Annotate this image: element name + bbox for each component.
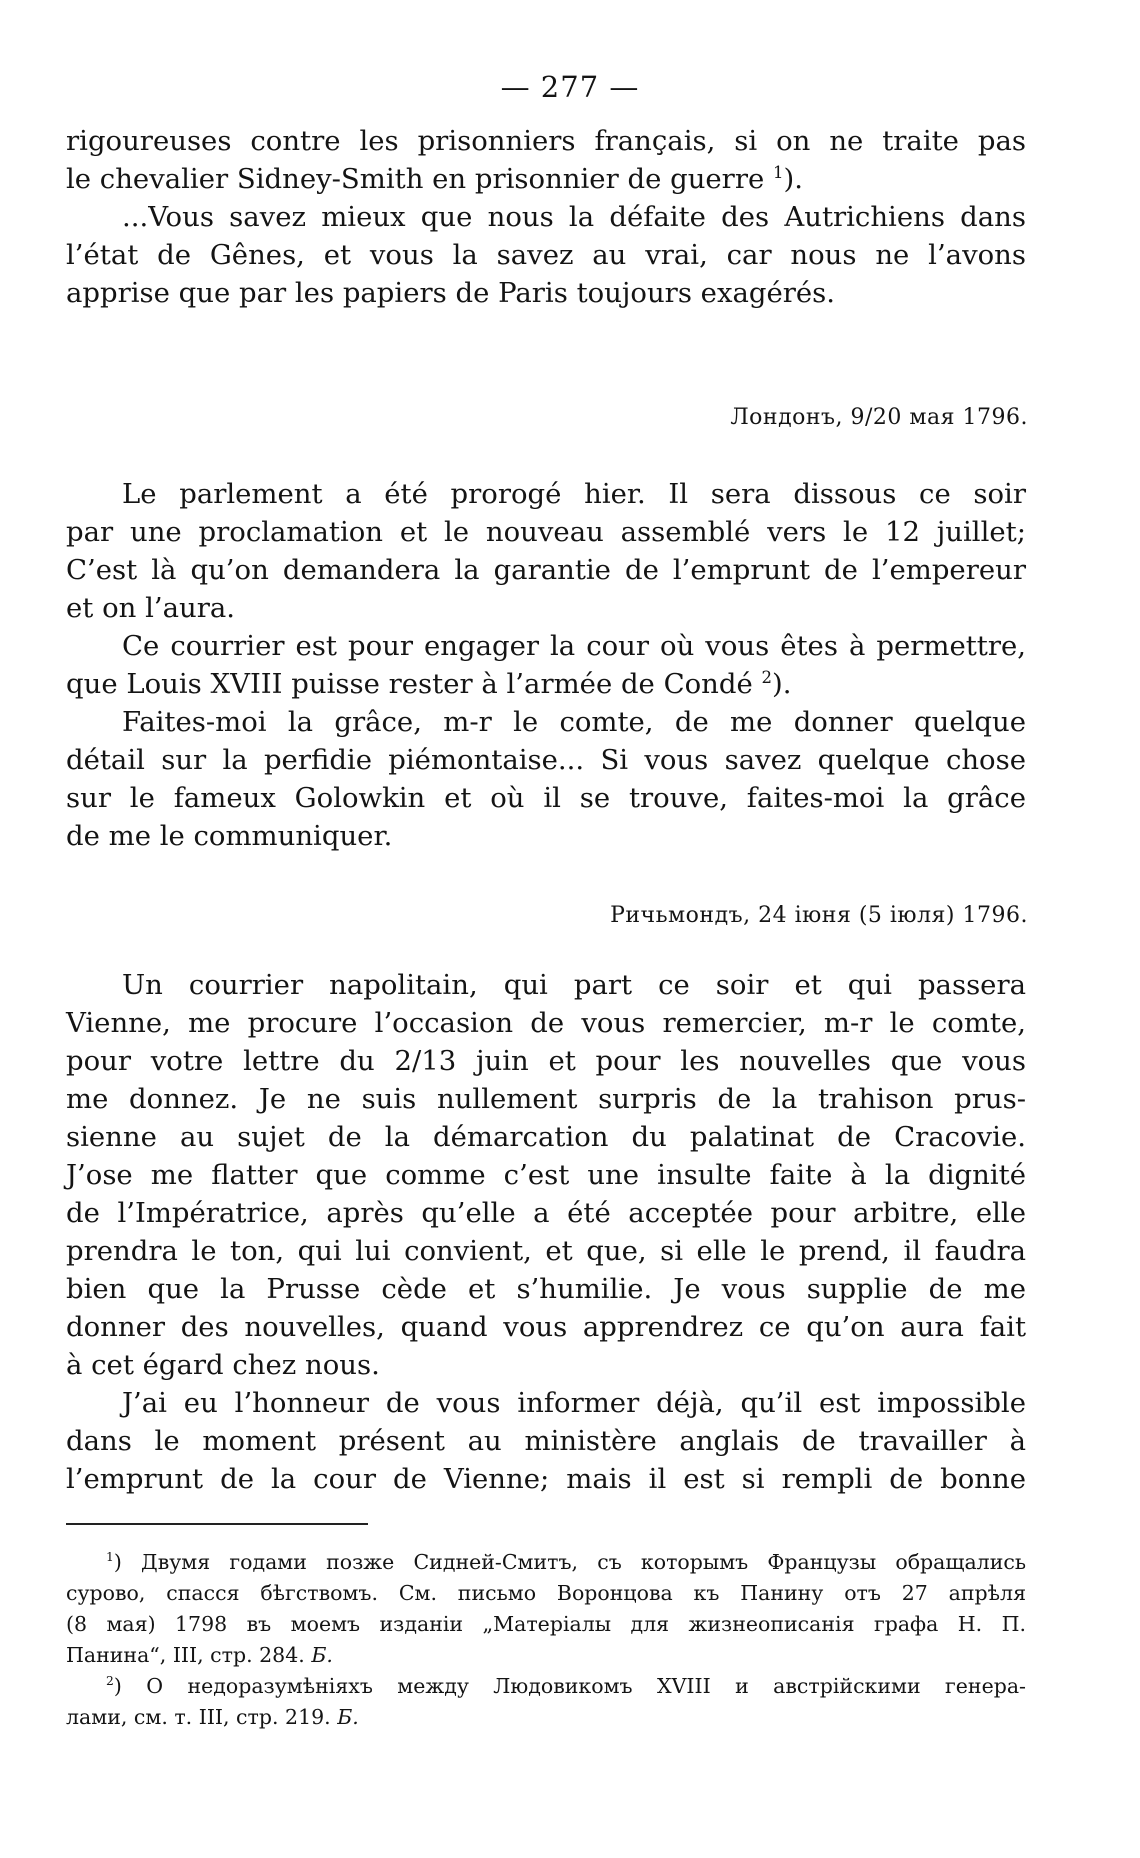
footnote-2-line xyxy=(66,1702,1026,1733)
text-line-punctuation: ). xyxy=(772,668,792,700)
text-line: sur le fameux Golowkin et où il se trouve, faites-moi la grâce xyxy=(66,782,1026,814)
text-line: donner des nouvelles, quand vous apprendrez ce qu’on aura fait xyxy=(66,1311,1026,1343)
footnote-signature: Б. xyxy=(311,1643,333,1667)
footnote-marker: 2 xyxy=(106,1674,114,1689)
text-line: sienne au sujet de la démarcation du palatinat de Cracovie. xyxy=(66,1121,1026,1153)
letter-fragment-1 xyxy=(66,122,1026,312)
text-line: Le parlement a été prorogé hier. Il sera dissous ce soir xyxy=(122,478,1026,510)
text-line xyxy=(66,665,1026,703)
text-line xyxy=(66,160,1026,198)
footnote-text: ) Двумя годами позже Сидней-Смитъ, съ которымъ Французы обращались xyxy=(113,1550,1026,1574)
footnote-1-line: сурово, спасся бѣгствомъ. См. письмо Воронцова къ Панину отъ 27 апрѣля xyxy=(66,1581,1026,1605)
text-line: pour votre lettre du 2/13 juin et pour les nouvelles que vous xyxy=(66,1045,1026,1077)
text-line: Vienne, me procure l’occasion de vous remercier, m-r le comte, xyxy=(66,1007,1026,1039)
footnote-1-line: (8 мая) 1798 въ моемъ изданіи „Матеріалы для жизнеописанія графа Н. П. xyxy=(66,1612,1026,1636)
text-line-punctuation: ). xyxy=(783,163,803,195)
text-line: détail sur la perfidie piémontaise... Si vous savez quelque chose xyxy=(66,744,1026,776)
text-line: prendra le ton, qui lui convient, et que, si elle le prend, il faudra xyxy=(66,1235,1026,1267)
footnote-divider xyxy=(66,1523,368,1525)
dateline-richmond: Ричьмондъ, 24 іюня (5 іюля) 1796. xyxy=(610,903,1028,928)
footnote-marker: 1 xyxy=(106,1550,114,1565)
text-line: l’état de Gênes, et vous la savez au vrai, car nous ne l’avons xyxy=(66,239,1026,271)
dateline-london: Лондонъ, 9/20 мая 1796. xyxy=(730,405,1028,430)
footnote-text: лами, см. т. III, стр. 219. xyxy=(66,1705,331,1729)
text-line: me donnez. Je ne suis nullement surpris de la trahison prus- xyxy=(66,1083,1026,1115)
text-line: dans le moment présent au ministère anglais de travailler à xyxy=(66,1425,1026,1457)
footnote-ref: 1 xyxy=(773,162,784,182)
page-number: — 277 — xyxy=(500,70,640,104)
footnote-1-line xyxy=(66,1640,1026,1671)
text-line: bien que la Prusse cède et s’humilie. Je vous supplie de me xyxy=(66,1273,1026,1305)
text-line: Ce courrier est pour engager la cour où vous êtes à permettre, xyxy=(122,630,1026,662)
letter-london xyxy=(66,475,1026,855)
text-line: rigoureuses contre les prisonniers français, si on ne traite pas xyxy=(66,125,1026,157)
text-line: par une proclamation et le nouveau assemblé vers le 12 juillet; xyxy=(66,516,1026,548)
text-line: J’ose me flatter que comme c’est une insulte faite à la dignité xyxy=(66,1159,1026,1191)
text-line: l’emprunt de la cour de Vienne; mais il est si rempli de bonne xyxy=(66,1463,1026,1495)
footnote-text: ) О недоразумѣніяхъ между Людовикомъ XVIII и австрійскими генера- xyxy=(113,1674,1026,1698)
text-line: Un courrier napolitain, qui part ce soir et qui passera xyxy=(122,969,1026,1001)
footnote-1-line xyxy=(66,1547,1026,1578)
text-line: apprise que par les papiers de Paris toujours exagérés. xyxy=(66,277,836,309)
text-line: et on l’aura. xyxy=(66,592,236,624)
text-line-content: le chevalier Sidney-Smith en prisonnier de guerre xyxy=(66,163,765,195)
text-line-content: que Louis XVIII puisse rester à l’armée de Condé xyxy=(66,668,753,700)
footnote-2-line xyxy=(66,1671,1026,1702)
text-line: de l’Impératrice, après qu’elle a été acceptée pour arbitre, elle xyxy=(66,1197,1026,1229)
footnote-text: Панина“, III, стр. 284. xyxy=(66,1643,305,1667)
text-line: à cet égard chez nous. xyxy=(66,1349,380,1381)
letter-richmond xyxy=(66,966,1026,1498)
footnotes xyxy=(66,1547,1026,1733)
text-line: de me le communiquer. xyxy=(66,820,393,852)
text-line: J’ai eu l’honneur de vous informer déjà, qu’il est impossible xyxy=(122,1387,1026,1419)
footnote-signature: Б. xyxy=(337,1705,359,1729)
text-line: Faites-moi la grâce, m-r le comte, de me donner quelque xyxy=(122,706,1026,738)
footnote-ref: 2 xyxy=(761,667,773,687)
text-line: ...Vous savez mieux que nous la défaite des Autrichiens dans xyxy=(122,201,1026,233)
text-line: C’est là qu’on demandera la garantie de l’emprunt de l’empereur xyxy=(66,554,1026,586)
